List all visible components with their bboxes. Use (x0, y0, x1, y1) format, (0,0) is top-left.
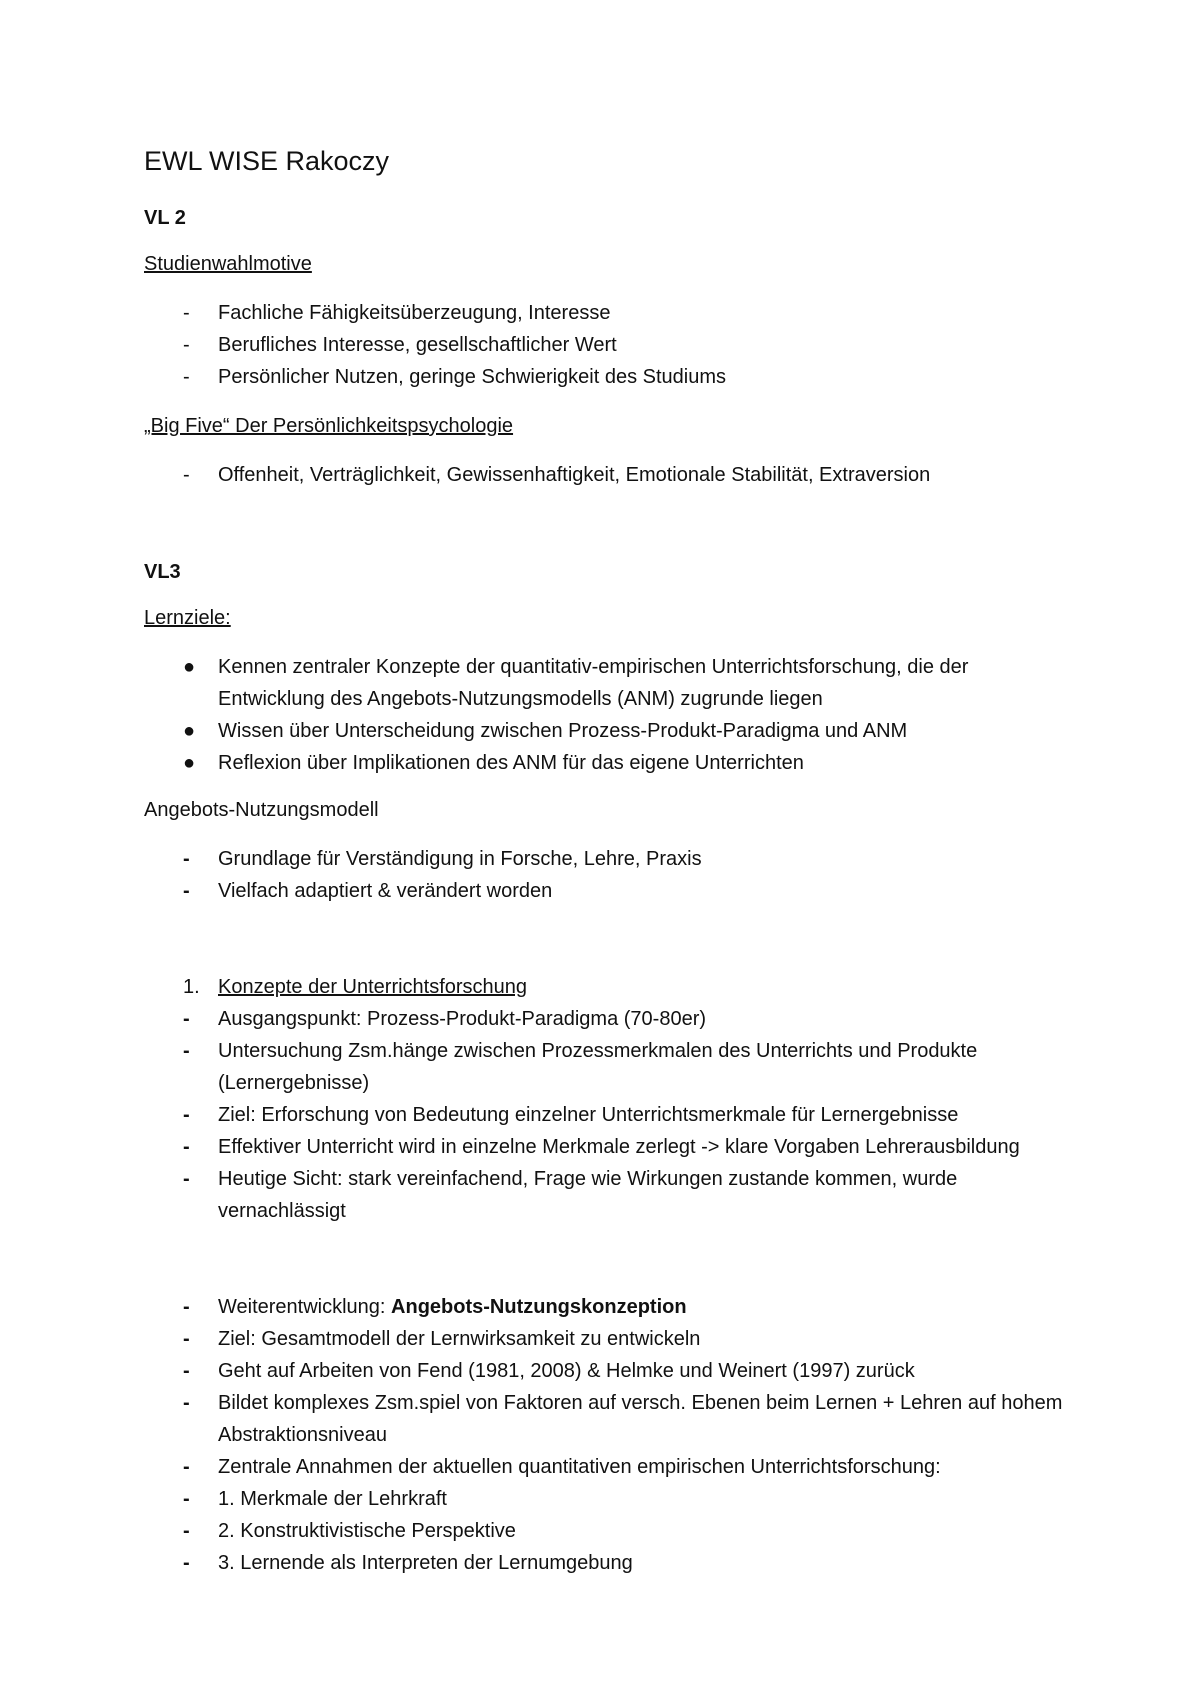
dash-marker: - (183, 1008, 190, 1030)
list-item: - Ziel: Gesamtmodell der Lernwirksamkeit zu entwickeln (144, 1323, 1064, 1355)
list-item: - Heutige Sicht: stark vereinfachend, Frage wie Wirkungen zustande kommen, wurde vernachlässigt (144, 1163, 1064, 1227)
dash-marker: - (183, 366, 190, 388)
dash-marker: - (183, 1488, 190, 1510)
bullet-marker: ● (183, 752, 196, 774)
dash-marker: - (183, 334, 190, 356)
section-heading-vl3: VL3 (144, 561, 181, 583)
list-item: - Weiterentwicklung: Angebots-Nutzungskonzeption (144, 1291, 1064, 1323)
list-item: - Geht auf Arbeiten von Fend (1981, 2008) & Helmke und Weinert (1997) zurück (144, 1355, 1064, 1387)
list-lernziele (144, 651, 1064, 779)
list-item: - 3. Lernende als Interpreten der Lernumgebung (144, 1547, 1064, 1579)
dash-marker: - (183, 1168, 190, 1190)
heading-studienwahlmotive: Studienwahlmotive (144, 253, 312, 275)
list-item: - Berufliches Interesse, gesellschaftlicher Wert (144, 329, 1064, 361)
heading-lernziele: Lernziele: (144, 607, 231, 629)
bullet-marker: ● (183, 720, 196, 742)
bullet-marker: ● (183, 656, 196, 678)
list-item: - Untersuchung Zsm.hänge zwischen Prozessmerkmalen des Unterrichts und Produkte (Lernergebnisse) (144, 1035, 1064, 1099)
dash-marker: - (183, 1296, 190, 1318)
list-item: - Bildet komplexes Zsm.spiel von Faktoren auf versch. Ebenen beim Lernen + Lehren auf hohem Abstraktionsniveau (144, 1387, 1064, 1451)
dash-marker: - (183, 848, 190, 870)
numbered-heading (144, 971, 1064, 1003)
list-item: - 1. Merkmale der Lehrkraft (144, 1483, 1064, 1515)
heading-angebots-nutzungsmodell: Angebots-Nutzungsmodell (144, 799, 379, 821)
dash-marker: - (183, 1104, 190, 1126)
list-item: - Zentrale Annahmen der aktuellen quantitativen empirischen Unterrichtsforschung: (144, 1451, 1064, 1483)
list-item: - Vielfach adaptiert & verändert worden (144, 875, 1064, 907)
list-studienwahlmotive (144, 297, 1064, 393)
heading-konzepte: Konzepte der Unterrichtsforschung (218, 976, 528, 998)
dash-marker: - (183, 880, 190, 902)
list-item: - Offenheit, Verträglichkeit, Gewissenhaftigkeit, Emotionale Stabilität, Extraversion (144, 459, 1064, 491)
list-big-five (144, 459, 1064, 491)
dash-marker: - (183, 464, 190, 486)
list-weiterentwicklung (144, 1291, 1064, 1579)
list-angebots-nutzungsmodell (144, 843, 1064, 907)
list-item: ● Reflexion über Implikationen des ANM für das eigene Unterrichten (144, 747, 1064, 779)
angebots-nutzungskonzeption-bold: Angebots-Nutzungskonzeption (391, 1296, 687, 1318)
list-item: - Effektiver Unterricht wird in einzelne Merkmale zerlegt -> klare Vorgaben Lehrerausbildung (144, 1131, 1064, 1163)
list-item: - 2. Konstruktivistische Perspektive (144, 1515, 1064, 1547)
document-title: EWL WISE Rakoczy (144, 146, 390, 176)
list-item: ● Kennen zentraler Konzepte der quantitativ-empirischen Unterrichtsforschung, die der Entwicklung des Angebots-Nutzungsmodells (ANM) zugrunde liegen (144, 651, 1064, 715)
dash-marker: - (183, 302, 190, 324)
heading-big-five: „Big Five“ Der Persönlichkeitspsychologie (144, 415, 514, 437)
list-item: ● Wissen über Unterscheidung zwischen Prozess-Produkt-Paradigma und ANM (144, 715, 1064, 747)
dash-marker: - (183, 1328, 190, 1350)
dash-marker: - (183, 1392, 190, 1414)
list-item: - Fachliche Fähigkeitsüberzeugung, Interesse (144, 297, 1064, 329)
dash-marker: - (183, 1456, 190, 1478)
number-marker: 1. (183, 976, 200, 998)
dash-marker: - (183, 1520, 190, 1542)
list-item: - Ausgangspunkt: Prozess-Produkt-Paradigma (70-80er) (144, 1003, 1064, 1035)
list-item: - Persönlicher Nutzen, geringe Schwierigkeit des Studiums (144, 361, 1064, 393)
list-konzepte (144, 971, 1064, 1227)
dash-marker: - (183, 1136, 190, 1158)
section-heading-vl2: VL 2 (144, 207, 186, 229)
dash-marker: - (183, 1040, 190, 1062)
dash-marker: - (183, 1552, 190, 1574)
list-item: - Ziel: Erforschung von Bedeutung einzelner Unterrichtsmerkmale für Lernergebnisse (144, 1099, 1064, 1131)
list-item: - Grundlage für Verständigung in Forsche, Lehre, Praxis (144, 843, 1064, 875)
dash-marker: - (183, 1360, 190, 1382)
